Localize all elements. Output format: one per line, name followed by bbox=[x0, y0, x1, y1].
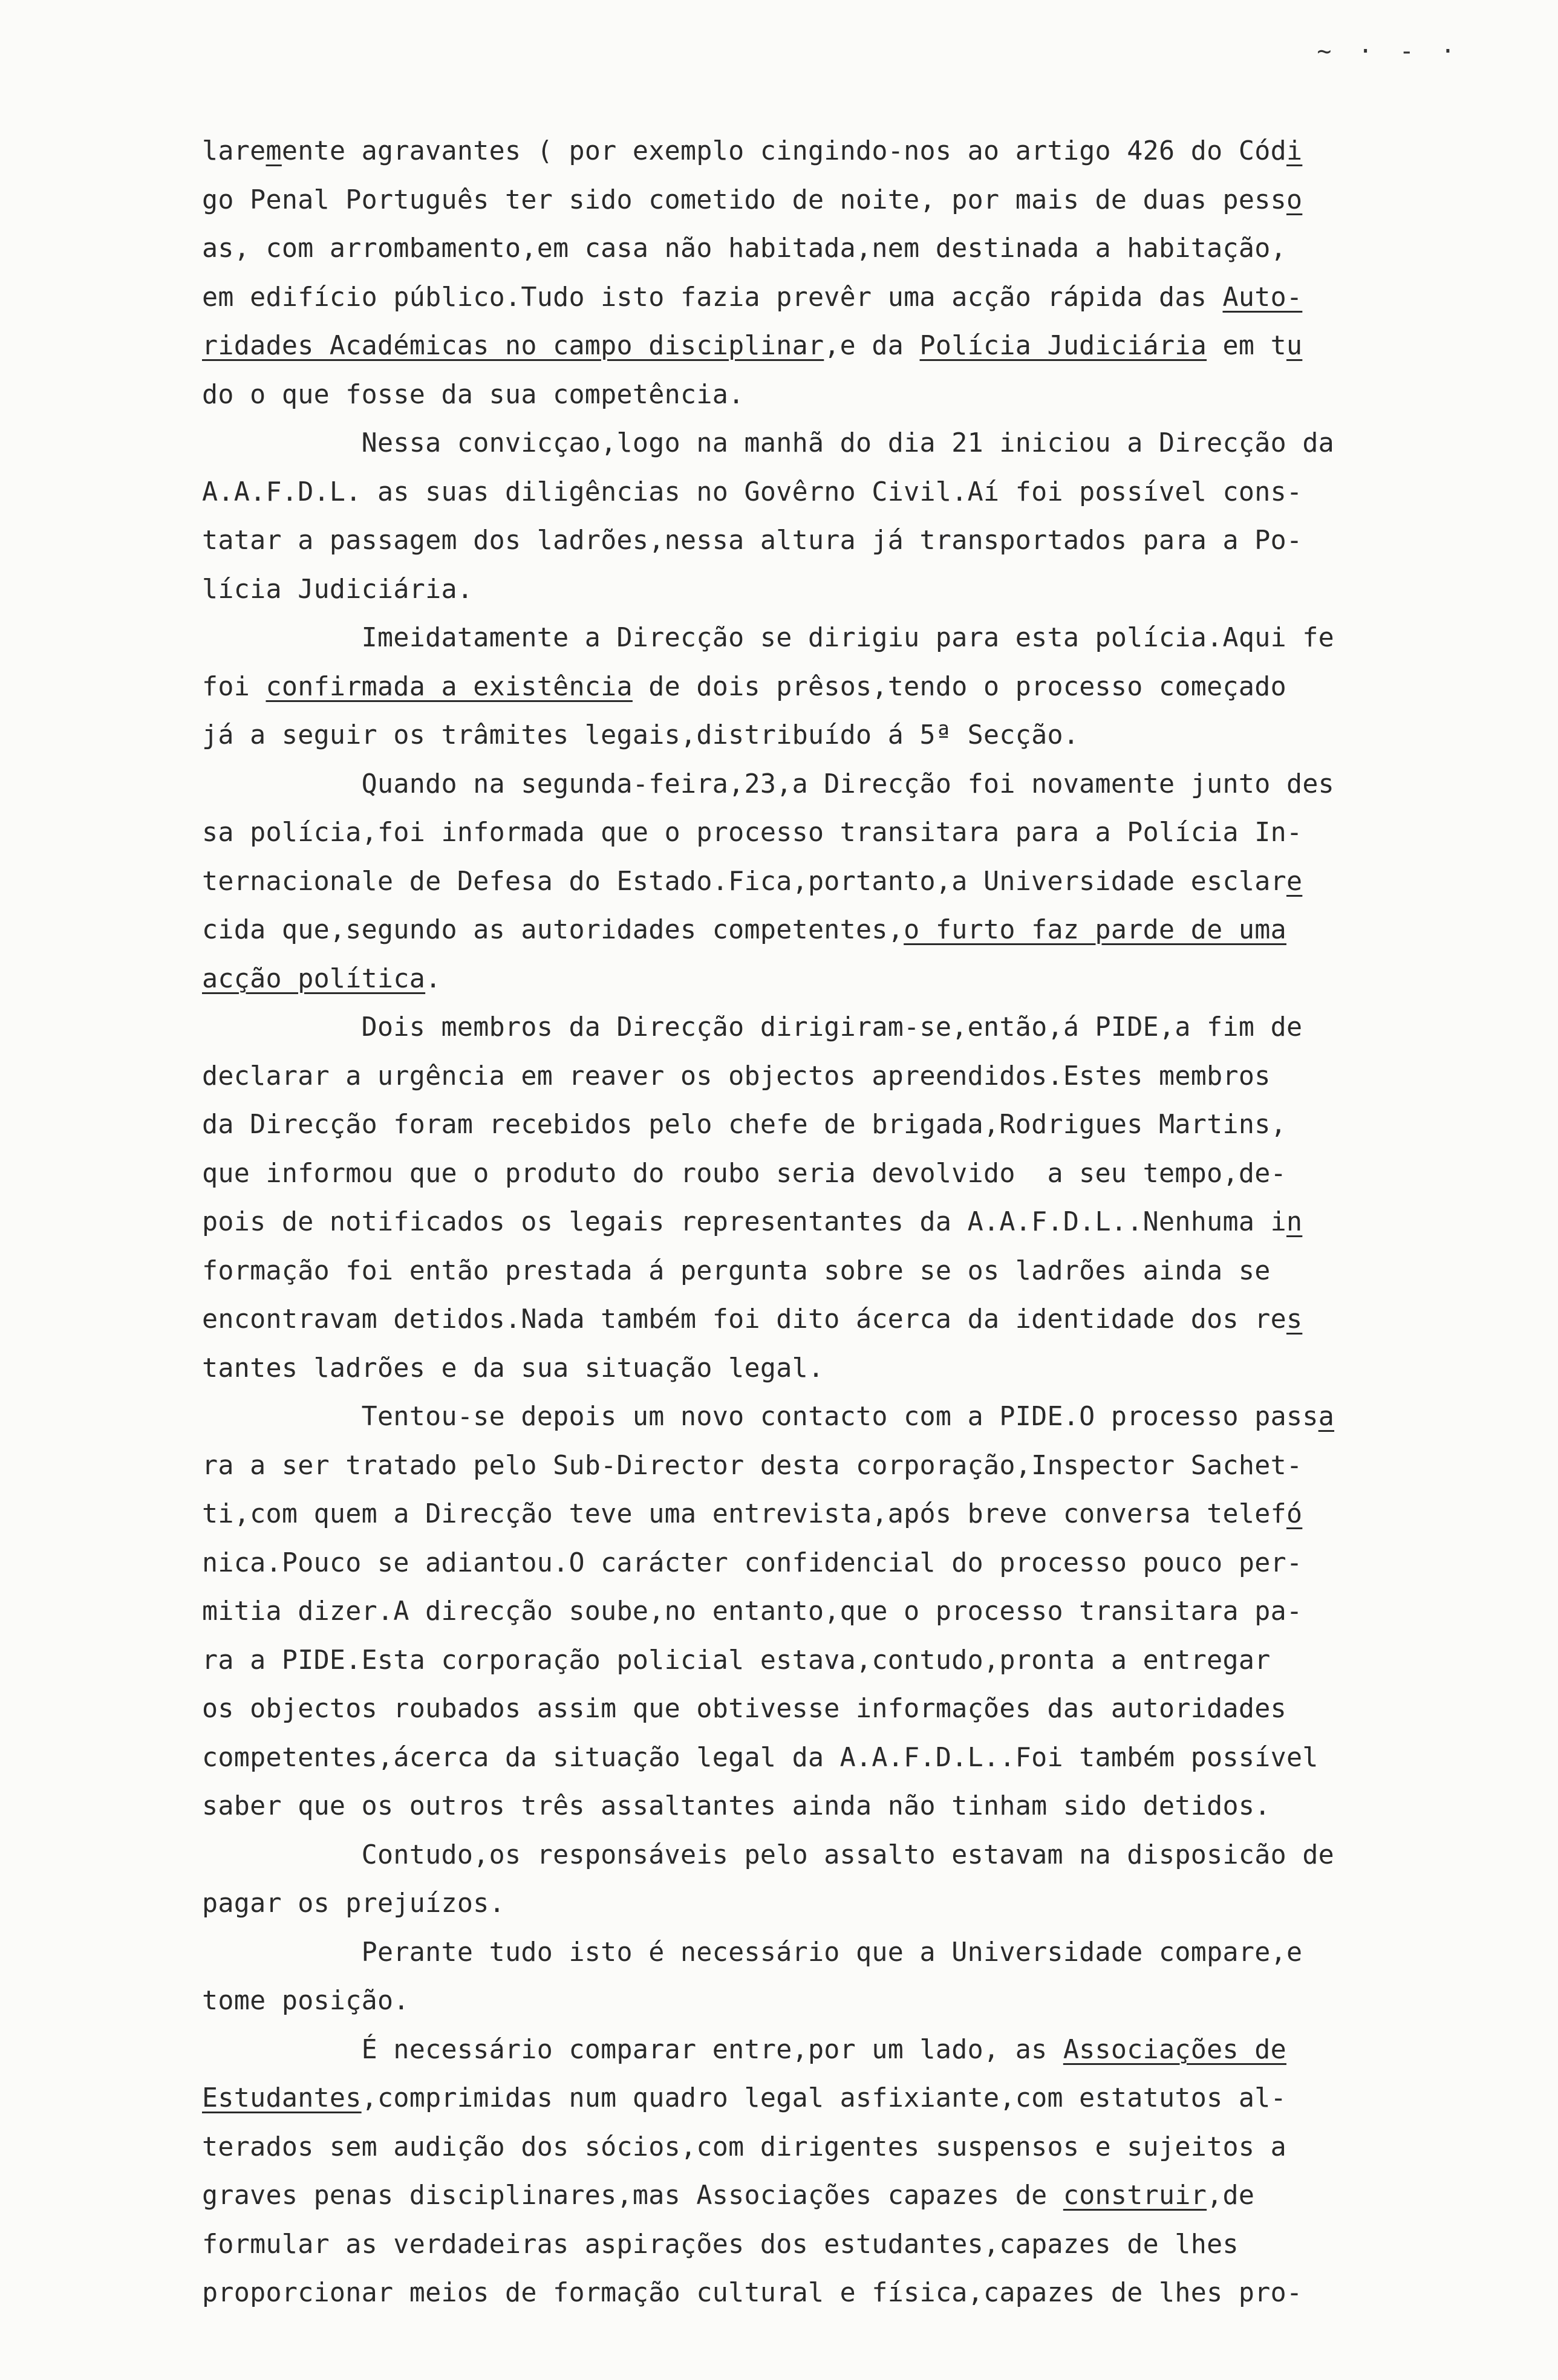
text-segment: . bbox=[425, 963, 442, 994]
text-line bbox=[202, 1685, 1460, 1734]
text-segment: Dois membros da Direcção dirigiram-se,então,á PIDE,a fim de bbox=[202, 1012, 1303, 1042]
text-segment: terados sem audição dos sócios,com dirigentes suspensos e sujeitos a bbox=[202, 2131, 1286, 2162]
text-line bbox=[202, 1198, 1460, 1247]
underlined-text: acção política bbox=[202, 963, 426, 994]
text-segment: ra a ser tratado pelo Sub-Director desta corporação,Inspector Sachet- bbox=[202, 1450, 1303, 1481]
document-body bbox=[202, 127, 1460, 2318]
text-line bbox=[202, 614, 1460, 663]
text-line bbox=[202, 1003, 1460, 1052]
text-segment: encontravam detidos.Nada também foi dito ácerca da identidade dos re bbox=[202, 1304, 1286, 1335]
underlined-text: ridades Académicas no campo disciplinar bbox=[202, 331, 824, 361]
underlined-text: Estudantes bbox=[202, 2083, 362, 2113]
underlined-text: confirmada a existência bbox=[266, 671, 633, 702]
text-line bbox=[202, 1928, 1460, 1977]
text-segment: do o que fosse da sua competência. bbox=[202, 379, 745, 410]
underlined-text: u bbox=[1286, 331, 1303, 361]
text-segment: tatar a passagem dos ladrões,nessa altura já transportados para a Po- bbox=[202, 525, 1303, 556]
text-segment: ,comprimidas num quadro legal asfixiante,com estatutos al- bbox=[361, 2083, 1286, 2113]
text-segment: de dois prêsos,tendo o processo começado bbox=[632, 671, 1286, 702]
text-segment: Nessa convicçao,logo na manhã do dia 21 iniciou a Direcção da bbox=[202, 428, 1335, 458]
text-line bbox=[202, 1344, 1460, 1393]
text-segment: formação foi então prestada á pergunta sobre se os ladrões ainda se bbox=[202, 1255, 1271, 1286]
text-line bbox=[202, 1052, 1460, 1101]
text-segment: nica.Pouco se adiantou.O carácter confidencial do processo pouco per- bbox=[202, 1547, 1303, 1578]
text-line bbox=[202, 808, 1460, 857]
text-line bbox=[202, 2220, 1460, 2269]
text-line bbox=[202, 1636, 1460, 1685]
text-segment: tantes ladrões e da sua situação legal. bbox=[202, 1353, 824, 1383]
text-segment: foi bbox=[202, 671, 266, 702]
text-segment: saber que os outros três assaltantes ainda não tinham sido detidos. bbox=[202, 1791, 1271, 1821]
text-line bbox=[202, 273, 1460, 322]
text-segment: já a seguir os trâmites legais,distribuído á 5ª Secção. bbox=[202, 720, 1080, 750]
text-line bbox=[202, 1734, 1460, 1783]
text-segment: mitia dizer.A direcção soube,no entanto,que o processo transitara pa- bbox=[202, 1596, 1303, 1627]
text-line bbox=[202, 2074, 1460, 2123]
text-segment: Perante tudo isto é necessário que a Universidade compare,e bbox=[202, 1937, 1303, 1968]
underlined-text: i bbox=[1286, 136, 1303, 166]
underlined-text: construir bbox=[1063, 2180, 1207, 2211]
text-segment: lícia Judiciária. bbox=[202, 574, 474, 605]
text-segment: tome posição. bbox=[202, 1986, 409, 2016]
text-line bbox=[202, 1490, 1460, 1539]
text-segment: ,e da bbox=[824, 331, 920, 361]
text-line bbox=[202, 224, 1460, 273]
underlined-text: o furto faz parde de uma bbox=[904, 915, 1286, 945]
text-segment: go Penal Português ter sido cometido de noite, por mais de duas pess bbox=[202, 184, 1286, 215]
underlined-text: s bbox=[1286, 1304, 1303, 1335]
text-line bbox=[202, 1587, 1460, 1636]
text-line bbox=[202, 1879, 1460, 1928]
text-line bbox=[202, 468, 1460, 517]
text-segment: Contudo,os responsáveis pelo assalto estavam na disposicão de bbox=[202, 1839, 1335, 1870]
text-segment: ti,com quem a Direcção teve uma entrevista,após breve conversa telef bbox=[202, 1499, 1286, 1529]
text-line bbox=[202, 1539, 1460, 1588]
text-line bbox=[202, 565, 1460, 614]
text-segment: pois de notificados os legais representantes da A.A.F.D.L..Nenhuma i bbox=[202, 1207, 1286, 1237]
text-segment: Tentou-se depois um novo contacto com a PIDE.O processo pass bbox=[202, 1402, 1318, 1432]
text-segment: cida que,segundo as autoridades competentes, bbox=[202, 915, 904, 945]
text-segment: em edifício público.Tudo isto fazia prevêr uma acção rápida das bbox=[202, 282, 1223, 313]
text-line bbox=[202, 371, 1460, 420]
text-line bbox=[202, 1295, 1460, 1344]
text-segment: pagar os prejuízos. bbox=[202, 1888, 505, 1919]
text-segment: ,de bbox=[1207, 2180, 1255, 2211]
text-segment: proporcionar meios de formação cultural e física,capazes de lhes pro- bbox=[202, 2278, 1303, 2308]
text-line bbox=[202, 1782, 1460, 1831]
underlined-text: n bbox=[1286, 1207, 1303, 1237]
text-segment: da Direcção foram recebidos pelo chefe de brigada,Rodrigues Martins, bbox=[202, 1110, 1286, 1140]
text-line bbox=[202, 906, 1460, 955]
text-line bbox=[202, 2269, 1460, 2318]
text-segment: ente agravantes ( por exemplo cingindo-nos ao artigo 426 do Cód bbox=[281, 136, 1286, 166]
underlined-text: e bbox=[1286, 866, 1303, 897]
text-segment: É necessário comparar entre,por um lado, as bbox=[202, 2034, 1063, 2065]
page-mark: ~ · - · bbox=[1317, 37, 1461, 65]
text-line bbox=[202, 1247, 1460, 1296]
underlined-text: ó bbox=[1286, 1499, 1303, 1529]
text-segment: formular as verdadeiras aspirações dos estudantes,capazes de lhes bbox=[202, 2229, 1239, 2260]
text-segment: lare bbox=[202, 136, 266, 166]
text-segment: que informou que o produto do roubo seria devolvido a seu tempo,de- bbox=[202, 1158, 1286, 1189]
underlined-text: a bbox=[1318, 1402, 1335, 1432]
text-segment: graves penas disciplinares,mas Associações capazes de bbox=[202, 2180, 1063, 2211]
text-line bbox=[202, 176, 1460, 225]
text-segment: os objectos roubados assim que obtivesse informações das autoridades bbox=[202, 1694, 1286, 1724]
text-segment: competentes,ácerca da situação legal da A.A.F.D.L..Foi também possível bbox=[202, 1742, 1318, 1773]
underlined-text: m bbox=[266, 136, 282, 166]
text-line bbox=[202, 1977, 1460, 2026]
text-line bbox=[202, 2123, 1460, 2172]
underlined-text: o bbox=[1286, 184, 1303, 215]
text-line bbox=[202, 419, 1460, 468]
text-segment: em t bbox=[1207, 331, 1286, 361]
text-line bbox=[202, 760, 1460, 809]
text-line bbox=[202, 127, 1460, 176]
text-segment: as, com arrombamento,em casa não habitada,nem destinada a habitação, bbox=[202, 233, 1286, 264]
text-line bbox=[202, 1393, 1460, 1442]
underlined-text: Polícia Judiciária bbox=[919, 331, 1207, 361]
text-line bbox=[202, 1442, 1460, 1491]
text-segment: ra a PIDE.Esta corporação policial estava,contudo,pronta a entregar bbox=[202, 1645, 1271, 1676]
text-segment: Quando na segunda-feira,23,a Direcção foi novamente junto des bbox=[202, 769, 1335, 799]
text-line bbox=[202, 322, 1460, 371]
text-line bbox=[202, 2171, 1460, 2220]
text-segment: A.A.F.D.L. as suas diligências no Govêrno Civil.Aí foi possível cons- bbox=[202, 476, 1303, 507]
text-line bbox=[202, 1101, 1460, 1149]
text-segment: declarar a urgência em reaver os objectos apreendidos.Estes membros bbox=[202, 1061, 1271, 1091]
text-line bbox=[202, 955, 1460, 1004]
text-line bbox=[202, 711, 1460, 760]
text-segment: Imeidatamente a Direcção se dirigiu para esta polícia.Aqui fe bbox=[202, 623, 1335, 653]
text-line bbox=[202, 857, 1460, 906]
text-line bbox=[202, 516, 1460, 565]
text-line bbox=[202, 663, 1460, 712]
text-line bbox=[202, 1149, 1460, 1198]
text-segment: sa polícia,foi informada que o processo transitara para a Polícia In- bbox=[202, 818, 1303, 848]
text-line bbox=[202, 1831, 1460, 1880]
text-line bbox=[202, 2026, 1460, 2075]
text-segment: ternacionale de Defesa do Estado.Fica,portanto,a Universidade esclar bbox=[202, 866, 1286, 897]
underlined-text: Associações de bbox=[1063, 2034, 1286, 2065]
underlined-text: Auto- bbox=[1222, 282, 1303, 313]
